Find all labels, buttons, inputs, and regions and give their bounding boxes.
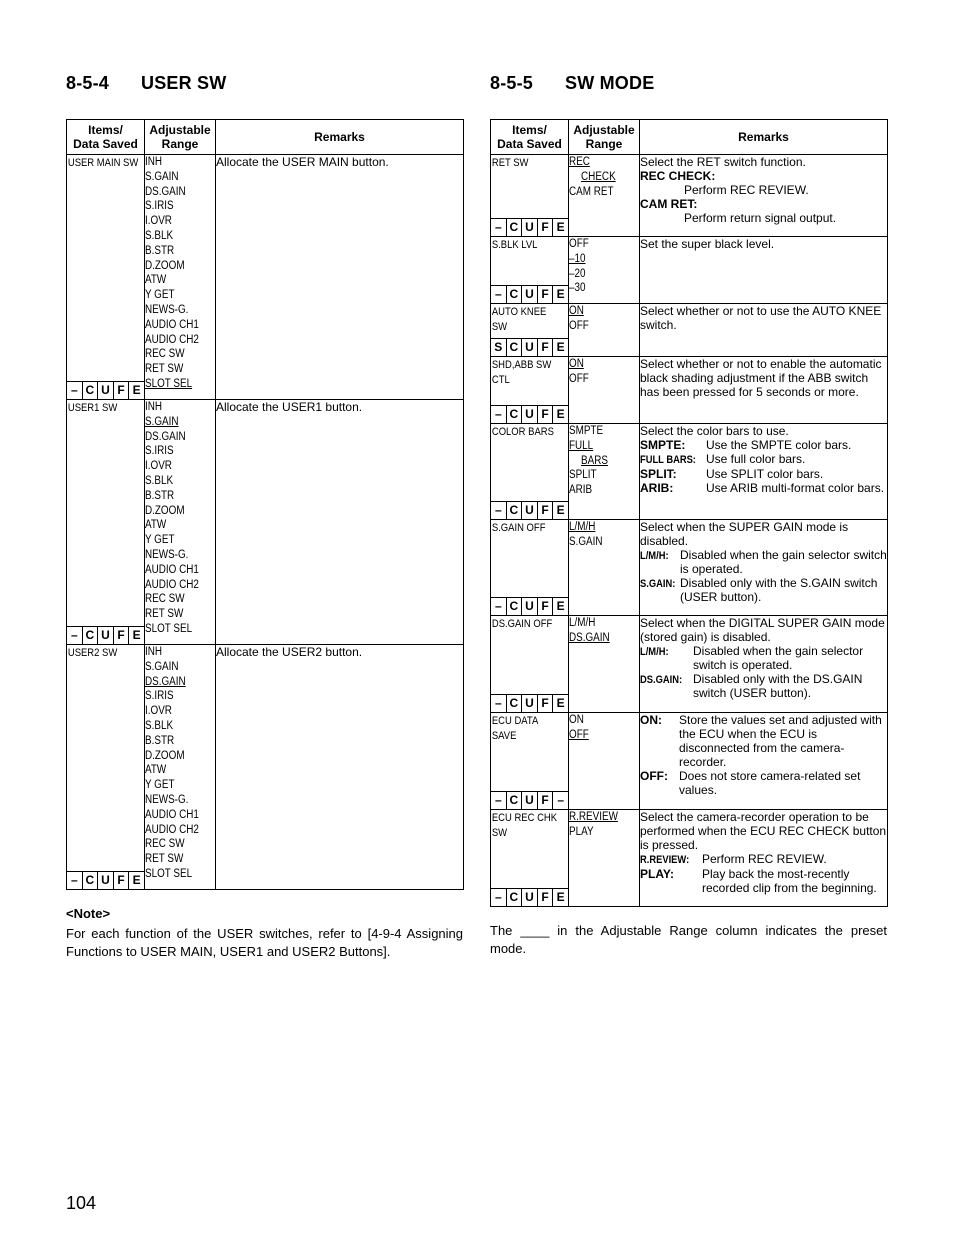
saved-flag: C <box>507 598 523 615</box>
range-option: S.IRIS <box>145 445 174 458</box>
saved-flag: E <box>556 407 565 421</box>
item-cell <box>491 713 569 810</box>
range-option: S.IRIS <box>145 690 174 703</box>
range-option: INH <box>145 401 163 413</box>
remark-option-desc: Does not store camera-related set values. <box>679 769 861 797</box>
remark-option-desc: Store the values set and adjusted with the ECU when the ECU is disconnected from the camera-recorder. <box>679 713 882 769</box>
item-name: ECU REC CHK <box>491 812 558 824</box>
note-text: For each function of the USER switches, refer to [4-9-4 Assigning Functions to USER MAIN, USER1 and USER2 Buttons]. <box>66 926 463 959</box>
remark-text: Set the super black level. <box>640 237 775 251</box>
range-cell <box>145 155 216 400</box>
saved-flag: C <box>507 286 523 303</box>
item-name: SW <box>491 827 508 839</box>
range-option: B.STR <box>145 244 175 257</box>
data-saved-flags <box>491 791 568 809</box>
range-option: S.BLK <box>145 474 174 487</box>
header-range: Adjustable Range <box>145 120 216 155</box>
saved-flag: – <box>491 219 507 236</box>
range-option: AUDIO CH2 <box>145 578 199 591</box>
range-option: D.ZOOM <box>145 749 185 762</box>
item-name: S.GAIN OFF <box>491 522 546 534</box>
data-saved-flags <box>491 285 568 303</box>
remarks-cell <box>640 713 888 810</box>
range-option: –20 <box>569 267 586 280</box>
range-cell <box>569 810 640 907</box>
saved-flag: U <box>98 382 114 399</box>
option-label-text: L/M/H: <box>640 550 669 562</box>
remark-option-label <box>640 467 706 481</box>
data-saved-flags <box>491 405 568 423</box>
range-option: L/M/H <box>569 521 596 533</box>
range-option: D.ZOOM <box>145 504 185 517</box>
section-title: USER SW <box>141 73 227 93</box>
range-option: DS.GAIN <box>145 675 186 688</box>
saved-flag: E <box>556 287 565 301</box>
range-option: R.REVIEW <box>569 811 618 823</box>
remarks-cell <box>216 645 464 890</box>
range-cell <box>569 237 640 304</box>
remark-option-desc: Perform REC REVIEW. <box>684 183 809 197</box>
remark-option-desc: Use ARIB multi-format color bars. <box>706 481 885 495</box>
remark-option-desc: Use SPLIT color bars. <box>706 467 824 481</box>
remark-text: Select the RET switch function. <box>640 155 806 169</box>
item-name: S.BLK LVL <box>491 239 538 251</box>
range-option: DS.GAIN <box>569 631 610 644</box>
remark-text: Allocate the USER MAIN button. <box>216 155 389 169</box>
option-label-text: S.GAIN: <box>640 578 676 590</box>
item-cell <box>491 520 569 616</box>
range-option: REC <box>569 156 590 168</box>
item-name: CTL <box>491 374 510 386</box>
range-option: OFF <box>569 372 589 385</box>
item-name: COLOR BARS <box>491 426 554 438</box>
range-option: NEWS-G. <box>145 303 189 316</box>
saved-flag: – <box>67 872 83 889</box>
range-option: I.OVR <box>145 705 172 718</box>
option-label-text: DS.GAIN: <box>640 674 683 686</box>
table-row <box>491 237 888 304</box>
header-items: Items/ Data Saved <box>491 120 569 155</box>
remark-option-desc: Disabled only with the DS.GAIN switch (USER button). <box>693 672 863 700</box>
preset-note: The ____ in the Adjustable Range column indicates the preset mode. <box>490 923 887 956</box>
section-number: 8-5-5 <box>490 73 534 93</box>
saved-flag: – <box>67 627 83 644</box>
option-label-text: SPLIT: <box>640 467 677 481</box>
range-option: ON <box>569 305 584 317</box>
range-option: Y GET <box>145 534 175 547</box>
range-option: INH <box>145 156 163 168</box>
header-remarks: Remarks <box>640 120 888 155</box>
item-name: SAVE <box>491 730 517 742</box>
range-option: S.GAIN <box>145 660 179 673</box>
range-option: DS.GAIN <box>145 185 186 198</box>
saved-flag: C <box>83 382 99 399</box>
saved-flag: F <box>114 382 130 399</box>
remark-option-label <box>640 672 693 700</box>
option-label-text: OFF: <box>640 769 668 783</box>
remark-option <box>640 867 887 895</box>
saved-flag: – <box>67 382 83 399</box>
remark-option-label <box>640 548 680 576</box>
saved-flag: U <box>522 889 538 906</box>
saved-flag: – <box>491 406 507 423</box>
range-option: CAM RET <box>569 185 614 198</box>
range-cell <box>569 155 640 237</box>
item-cell <box>491 155 569 237</box>
range-option: ON <box>569 714 584 726</box>
remark-option-label <box>640 644 693 672</box>
range-option: ON <box>569 358 584 370</box>
saved-flag: – <box>491 502 507 519</box>
remarks-cell <box>640 304 888 357</box>
data-saved-flags <box>491 218 568 236</box>
item-name: USER MAIN SW <box>67 157 139 169</box>
remark-option <box>640 852 887 867</box>
range-option: S.GAIN <box>569 535 603 548</box>
saved-flag: U <box>522 339 538 356</box>
item-cell <box>67 155 145 400</box>
remark-text: Allocate the USER2 button. <box>216 645 363 659</box>
remark-option <box>640 438 887 452</box>
saved-flag: F <box>538 502 554 519</box>
saved-flag: U <box>522 406 538 423</box>
range-option: PLAY <box>569 825 594 838</box>
saved-flag: U <box>522 219 538 236</box>
option-label-text: ARIB: <box>640 481 674 495</box>
option-label-text: PLAY: <box>640 867 675 881</box>
range-option: NEWS-G. <box>145 548 189 561</box>
saved-flag: E <box>556 696 565 710</box>
range-option: SLOT SEL <box>145 377 193 390</box>
saved-flag: F <box>538 792 554 809</box>
remark-option-label <box>640 867 702 895</box>
item-name: AUTO KNEE <box>491 306 547 318</box>
remarks-cell <box>640 155 888 237</box>
range-option: I.OVR <box>145 215 172 228</box>
remark-option-desc: Perform REC REVIEW. <box>702 852 827 866</box>
saved-flag: U <box>98 627 114 644</box>
range-option: CHECK <box>581 170 616 183</box>
remark-text: Select the color bars to use. <box>640 424 789 438</box>
range-option: SLOT SEL <box>145 622 193 635</box>
range-cell <box>569 424 640 520</box>
range-cell <box>569 616 640 713</box>
remark-text: Select whether or not to enable the automatic black shading adjustment if the ABB switch has been pressed for 5 seconds or more. <box>640 357 882 399</box>
remark-option <box>640 576 887 604</box>
saved-flag: C <box>83 627 99 644</box>
item-name: USER2 SW <box>67 647 118 659</box>
remark-option-label <box>640 481 706 495</box>
data-saved-flags <box>491 694 568 712</box>
remark-option-label <box>640 852 702 867</box>
item-name: RET SW <box>491 157 529 169</box>
range-option: FULL <box>569 439 594 452</box>
remarks-cell <box>216 155 464 400</box>
remarks-cell <box>640 616 888 713</box>
remark-option <box>640 713 887 769</box>
range-option: RET SW <box>145 608 184 621</box>
range-option: Y GET <box>145 779 175 792</box>
range-cell <box>145 400 216 645</box>
remarks-cell <box>216 400 464 645</box>
range-option: SPLIT <box>569 469 597 482</box>
saved-flag: F <box>114 627 130 644</box>
saved-flag: F <box>538 695 554 712</box>
saved-flag: U <box>522 792 538 809</box>
range-option: AUDIO CH2 <box>145 823 199 836</box>
table-row <box>67 645 464 890</box>
remark-option <box>640 452 887 467</box>
saved-flag: E <box>556 340 565 354</box>
item-cell <box>491 424 569 520</box>
item-cell <box>491 810 569 907</box>
remark-option-desc: Disabled when the gain selector switch is operated. <box>680 548 887 576</box>
remark-option <box>640 548 887 576</box>
remarks-cell <box>640 237 888 304</box>
saved-flag: E <box>132 628 141 642</box>
saved-flag: E <box>556 503 565 517</box>
option-label-text: R.REVIEW: <box>640 854 690 866</box>
saved-flag: C <box>507 792 523 809</box>
saved-flag: C <box>507 339 523 356</box>
range-option: AUDIO CH1 <box>145 318 199 331</box>
remark-option-desc: Disabled when the gain selector switch is operated. <box>693 644 864 672</box>
range-cell <box>569 520 640 616</box>
saved-flag: F <box>114 872 130 889</box>
note-heading: <Note> <box>66 906 111 921</box>
range-option: AUDIO CH2 <box>145 333 199 346</box>
saved-flag: U <box>522 598 538 615</box>
range-option: DS.GAIN <box>145 430 186 443</box>
section-heading-sw-mode <box>490 73 654 94</box>
saved-flag: U <box>522 695 538 712</box>
range-option: Y GET <box>145 289 175 302</box>
remark-option-label <box>640 452 706 467</box>
saved-flag: – <box>491 598 507 615</box>
option-label-text: SMPTE: <box>640 438 686 452</box>
remark-option-label: CAM RET: <box>640 197 698 211</box>
range-option: OFF <box>569 319 589 332</box>
saved-flag: – <box>491 792 507 809</box>
remark-option-desc: Play back the most-recently recorded clip from the beginning. <box>702 867 877 895</box>
remark-option-desc: Use the SMPTE color bars. <box>706 438 852 452</box>
section-title: SW MODE <box>565 73 655 93</box>
range-option: S.BLK <box>145 229 174 242</box>
remark-text: Select when the DIGITAL SUPER GAIN mode (stored gain) is disabled. <box>640 616 885 644</box>
range-option: OFF <box>569 728 589 741</box>
saved-flag: S <box>491 339 507 356</box>
item-cell <box>67 645 145 890</box>
remarks-cell <box>640 520 888 616</box>
range-option: S.IRIS <box>145 200 174 213</box>
saved-flag: C <box>507 502 523 519</box>
saved-flag: U <box>522 502 538 519</box>
range-option: REC SW <box>145 348 185 361</box>
remark-option-label <box>640 576 680 604</box>
remark-option-desc: Perform return signal output. <box>684 211 837 225</box>
data-saved-flags <box>67 626 144 644</box>
range-option: REC SW <box>145 593 185 606</box>
range-option: L/M/H <box>569 617 596 629</box>
range-cell <box>569 713 640 810</box>
saved-flag: – <box>557 793 565 807</box>
table-row <box>491 713 888 810</box>
range-option: –30 <box>569 282 586 295</box>
saved-flag: F <box>538 219 554 236</box>
item-name: SHD,ABB SW <box>491 359 552 371</box>
data-saved-flags <box>491 338 568 356</box>
range-option: ARIB <box>569 484 593 497</box>
item-cell <box>491 304 569 357</box>
item-name: DS.GAIN OFF <box>491 618 553 630</box>
table-row <box>491 304 888 357</box>
remark-option-label <box>640 713 679 769</box>
remark-option-label <box>640 438 706 452</box>
saved-flag: F <box>538 889 554 906</box>
range-option: S.BLK <box>145 719 174 732</box>
remark-option <box>640 481 887 495</box>
item-cell <box>491 357 569 424</box>
saved-flag: – <box>491 695 507 712</box>
saved-flag: U <box>98 872 114 889</box>
saved-flag: C <box>507 219 523 236</box>
remarks-cell <box>640 357 888 424</box>
range-option: RET SW <box>145 363 184 376</box>
saved-flag: C <box>507 695 523 712</box>
saved-flag: C <box>507 406 523 423</box>
range-option: I.OVR <box>145 460 172 473</box>
saved-flag: – <box>491 286 507 303</box>
remark-text: Select whether or not to use the AUTO KNEE switch. <box>640 304 882 332</box>
range-option: S.GAIN <box>145 415 179 428</box>
item-cell <box>67 400 145 645</box>
data-saved-flags <box>491 501 568 519</box>
saved-flag: – <box>491 889 507 906</box>
table-row <box>491 155 888 237</box>
item-name: ECU DATA <box>491 715 539 727</box>
range-option: SMPTE <box>569 425 604 437</box>
header-remarks: Remarks <box>216 120 464 155</box>
item-cell <box>491 237 569 304</box>
range-option: AUDIO CH1 <box>145 563 199 576</box>
range-option: ATW <box>145 764 167 777</box>
page-number: 104 <box>66 1193 97 1213</box>
remarks-cell <box>640 424 888 520</box>
table-row <box>67 155 464 400</box>
option-label-text: ON: <box>640 713 662 727</box>
section-number: 8-5-4 <box>66 73 110 93</box>
range-option: OFF <box>569 238 589 250</box>
remark-text: Select the camera-recorder operation to be performed when the ECU REC CHECK button is pressed. <box>640 810 887 852</box>
item-name: SW <box>491 321 508 333</box>
saved-flag: F <box>538 598 554 615</box>
remark-option-desc: Disabled only with the S.GAIN switch (USER button). <box>680 576 878 604</box>
range-option: –10 <box>569 252 586 265</box>
item-cell <box>491 616 569 713</box>
remark-option <box>640 467 887 481</box>
item-name: USER1 SW <box>67 402 118 414</box>
saved-flag: E <box>132 383 141 397</box>
table-row <box>491 616 888 713</box>
saved-flag: F <box>538 406 554 423</box>
range-option: AUDIO CH1 <box>145 808 199 821</box>
range-option: B.STR <box>145 734 175 747</box>
range-cell <box>145 645 216 890</box>
remark-option <box>640 644 887 672</box>
remark-option-label <box>640 769 679 797</box>
range-option: B.STR <box>145 489 175 502</box>
range-option: BARS <box>581 454 608 467</box>
header-items: Items/ Data Saved <box>67 120 145 155</box>
remark-text: Allocate the USER1 button. <box>216 400 363 414</box>
sw-mode-table <box>490 119 888 907</box>
remark-text: Select when the SUPER GAIN mode is disabled. <box>640 520 849 548</box>
table-row <box>491 357 888 424</box>
data-saved-flags <box>491 597 568 615</box>
range-cell <box>569 304 640 357</box>
saved-flag: F <box>538 286 554 303</box>
saved-flag: E <box>556 599 565 613</box>
range-option: SLOT SEL <box>145 867 193 880</box>
remark-option <box>640 672 887 700</box>
saved-flag: F <box>538 339 554 356</box>
saved-flag: E <box>556 890 565 904</box>
range-option: ATW <box>145 274 167 287</box>
table-row <box>491 520 888 616</box>
header-range: Adjustable Range <box>569 120 640 155</box>
table-row <box>491 810 888 907</box>
range-option: REC SW <box>145 838 185 851</box>
table-row <box>491 424 888 520</box>
remark-option <box>640 769 887 797</box>
user-sw-table <box>66 119 464 890</box>
option-label-text: FULL BARS: <box>640 454 696 466</box>
saved-flag: U <box>522 286 538 303</box>
saved-flag: E <box>556 220 565 234</box>
remark-option-label: REC CHECK: <box>640 169 716 183</box>
saved-flag: C <box>83 872 99 889</box>
saved-flag: E <box>132 873 141 887</box>
table-row <box>67 400 464 645</box>
remark-option-desc: Use full color bars. <box>706 452 806 466</box>
range-option: NEWS-G. <box>145 793 189 806</box>
range-option: INH <box>145 646 163 658</box>
remarks-cell <box>640 810 888 907</box>
data-saved-flags <box>67 871 144 889</box>
range-cell <box>569 357 640 424</box>
range-option: S.GAIN <box>145 170 179 183</box>
section-heading-user-sw <box>66 73 226 94</box>
data-saved-flags <box>67 381 144 399</box>
option-label-text: L/M/H: <box>640 646 669 658</box>
range-option: RET SW <box>145 853 184 866</box>
data-saved-flags <box>491 888 568 906</box>
saved-flag: C <box>507 889 523 906</box>
range-option: ATW <box>145 519 167 532</box>
range-option: D.ZOOM <box>145 259 185 272</box>
